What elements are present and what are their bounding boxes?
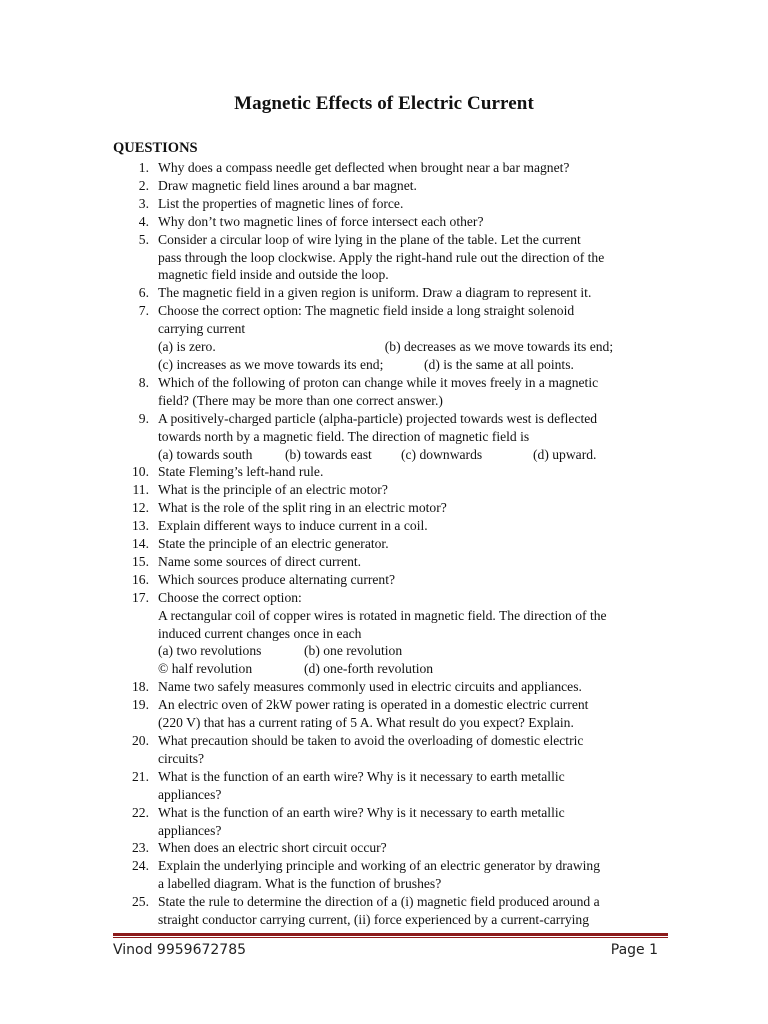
question-item — [113, 893, 673, 929]
page-number: Page 1 — [610, 942, 658, 958]
question-item — [113, 732, 673, 768]
question-text-line: What is the principle of an electric motor? — [158, 482, 388, 498]
question-text-line: When does an electric short circuit occur? — [158, 840, 387, 856]
page-title: Magnetic Effects of Electric Current — [234, 93, 534, 114]
answer-options-row — [158, 338, 673, 356]
footer-rule — [113, 933, 668, 936]
question-text-line: What is the role of the split ring in an electric motor? — [158, 500, 447, 516]
question-number: 8. — [138, 374, 149, 390]
question-item — [113, 499, 673, 517]
question-number: 4. — [138, 213, 149, 229]
question-text-line: Name two safely measures commonly used in electric circuits and appliances. — [158, 679, 582, 695]
question-number: 24. — [132, 858, 149, 874]
question-text-line: Explain different ways to induce current in a coil. — [158, 518, 428, 534]
question-item — [113, 410, 673, 464]
question-item — [113, 302, 673, 374]
footer-author: Vinod 9959672785 — [113, 942, 247, 958]
question-item — [113, 678, 673, 696]
question-item — [113, 857, 673, 893]
question-item — [113, 213, 673, 231]
answer-options-row — [158, 446, 673, 464]
question-text-line: A positively-charged particle (alpha-particle) projected towards west is deflected — [158, 410, 598, 426]
question-number: 25. — [132, 894, 149, 910]
answer-options-row — [158, 356, 673, 374]
question-item — [113, 481, 673, 499]
question-text-line: field? (There may be more than one correct answer.) — [158, 392, 443, 408]
answer-option: (a) two revolutions — [158, 643, 262, 659]
question-text-line: State Fleming’s left-hand rule. — [158, 464, 324, 480]
question-item — [113, 231, 673, 285]
question-number: 13. — [132, 518, 149, 534]
question-number: 18. — [132, 679, 149, 695]
question-text-line: appliances? — [158, 786, 222, 802]
question-number: 12. — [132, 500, 149, 516]
question-item — [113, 159, 673, 177]
question-text-line: State the rule to determine the direction of a (i) magnetic field produced around a — [158, 894, 600, 910]
answer-option: (c) increases as we move towards its end; — [158, 356, 384, 372]
question-text-line: Which of the following of proton can change while it moves freely in a magnetic — [158, 374, 599, 390]
question-item — [113, 195, 673, 213]
question-text-line: State the principle of an electric generator. — [158, 536, 389, 552]
question-text-line: Draw magnetic field lines around a bar magnet. — [158, 177, 417, 193]
answer-option: © half revolution — [158, 661, 253, 677]
question-text-line: Consider a circular loop of wire lying in the plane of the table. Let the current — [158, 231, 581, 247]
question-item — [113, 284, 673, 302]
question-number: 5. — [138, 231, 149, 247]
question-text-line: List the properties of magnetic lines of force. — [158, 195, 404, 211]
question-item — [113, 463, 673, 481]
question-item — [113, 804, 673, 840]
answer-options-row — [158, 660, 673, 678]
question-text-line: magnetic field inside and outside the loop. — [158, 267, 389, 283]
question-item — [113, 517, 673, 535]
question-text-line: Which sources produce alternating current? — [158, 571, 396, 587]
question-item — [113, 696, 673, 732]
question-number: 21. — [132, 768, 149, 784]
question-number: 6. — [138, 285, 149, 301]
question-text-line: pass through the loop clockwise. Apply the right-hand rule out the direction of the — [158, 249, 605, 265]
question-text-line: Choose the correct option: — [158, 589, 302, 605]
question-item — [113, 571, 673, 589]
answer-option: (d) upward. — [533, 446, 597, 462]
question-text-line: A rectangular coil of copper wires is rotated in magnetic field. The direction of the — [158, 607, 607, 623]
question-number: 23. — [132, 840, 149, 856]
answer-option: (b) decreases as we move towards its end; — [384, 339, 614, 355]
footer-rule-thin — [113, 937, 668, 938]
question-text-line: (220 V) that has a current rating of 5 A. What result do you expect? Explain. — [158, 715, 574, 731]
answer-option: (d) one-forth revolution — [304, 661, 434, 677]
question-item — [113, 535, 673, 553]
question-text-line: appliances? — [158, 822, 222, 838]
page-footer — [113, 942, 658, 958]
question-number: 11. — [132, 482, 149, 498]
question-number: 1. — [138, 160, 149, 175]
question-number: 3. — [138, 195, 149, 211]
question-number: 7. — [138, 303, 149, 319]
question-item — [113, 768, 673, 804]
question-number: 14. — [132, 536, 149, 552]
question-text-line: Why does a compass needle get deflected when brought near a bar magnet? — [158, 160, 570, 175]
question-number: 9. — [138, 410, 149, 426]
question-text-line: Why don’t two magnetic lines of force intersect each other? — [158, 213, 484, 229]
question-number: 16. — [132, 571, 149, 587]
answer-option: (c) downwards — [401, 446, 483, 462]
question-text-line: What is the function of an earth wire? Why is it necessary to earth metallic — [158, 768, 565, 784]
question-number: 20. — [132, 733, 149, 748]
question-text-line: circuits? — [158, 750, 205, 766]
question-item — [113, 553, 673, 571]
answer-option: (a) is zero. — [158, 339, 216, 355]
question-text-line: Explain the underlying principle and working of an electric generator by drawing — [158, 858, 601, 874]
question-text-line: Name some sources of direct current. — [158, 553, 362, 569]
question-number: 10. — [132, 464, 149, 480]
answer-option: (d) is the same at all points. — [424, 356, 574, 372]
question-text-line: What precaution should be taken to avoid the overloading of domestic electric — [158, 733, 584, 748]
question-number: 22. — [132, 804, 149, 820]
section-heading: QUESTIONS — [113, 140, 198, 156]
question-text-line: Choose the correct option: The magnetic field inside a long straight solenoid — [158, 303, 575, 319]
question-text-line: An electric oven of 2kW power rating is operated in a domestic electric current — [158, 697, 589, 713]
question-item — [113, 839, 673, 857]
question-item — [113, 374, 673, 410]
answer-option: (b) one revolution — [304, 643, 403, 659]
question-text-line: induced current changes once in each — [158, 625, 362, 641]
question-number: 2. — [138, 177, 149, 193]
question-text-line: carrying current — [158, 321, 246, 337]
question-item — [113, 589, 673, 679]
question-text-line: The magnetic field in a given region is uniform. Draw a diagram to represent it. — [158, 285, 592, 301]
question-text-line: straight conductor carrying current, (ii) force experienced by a current-carrying — [158, 912, 590, 928]
question-text-line: a labelled diagram. What is the function of brushes? — [158, 876, 442, 892]
answer-option: (a) towards south — [158, 446, 253, 462]
question-text-line: What is the function of an earth wire? Why is it necessary to earth metallic — [158, 804, 565, 820]
question-item — [113, 177, 673, 195]
question-number: 15. — [132, 553, 149, 569]
answer-option: (b) towards east — [285, 446, 372, 462]
answer-options-row — [158, 642, 673, 660]
question-number: 17. — [132, 589, 149, 605]
question-list — [113, 159, 673, 929]
question-text-line: towards north by a magnetic field. The direction of magnetic field is — [158, 428, 530, 444]
question-number: 19. — [132, 697, 149, 713]
